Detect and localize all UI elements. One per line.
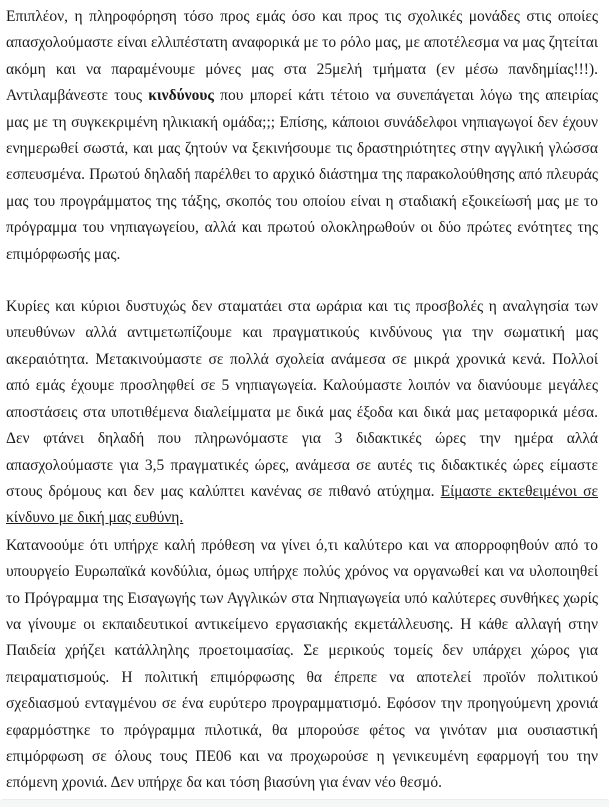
bold-text-run: κινδύνους — [148, 87, 214, 105]
page-bottom-edge — [0, 799, 609, 807]
paragraph — [6, 4, 598, 268]
text-run: Κυρίες και κύριοι δυστυχώς δεν σταματάει στα ωράρια και τις προσβολές η αναλγησία των υπευθύνων αλλά αντιμετωπίζουμε και πραγματικούς κινδύνους για την σωματική μας ακεραιότητα. Μετακινούμαστε σε πολλά σχολεία ανάμεσα σε μικρά χρονικά κενά. Πολλοί από εμάς έχουμε προσληφθεί σε 5 νηπιαγωγεία. Καλούμαστε λοιπόν να διανύουμε μεγάλες αποστάσεις στα υποτιθέμενα διαλείμματα με δικά μας έξοδα και δικά μας μεταφορικά μέσα. Δεν φτάνει δηλαδή που πληρωνόμαστε για 3 διδακτικές ώρες την ημέρα αλλά απασχολούμαστε για 3,5 πραγματικές ώρες, ανάμεσα σε αυτές τις διδακτικές ώρες είμαστε στους δρόμους και δεν μας καλύπτει κανένας σε πιθανό ατύχημα. — [6, 298, 598, 500]
text-run: Κατανοούμε ότι υπήρχε καλή πρόθεση να γίνει ό,τι καλύτερο και να απορροφηθούν από το υπουργείο Ευρωπαϊκά κονδύλια, όμως υπήρχε πολύς χρόνος να οργανωθεί και να υλοποιηθεί το Πρόγραμμα της Εισαγωγής των Αγγλικών στα Νηπιαγωγεία υπό καλύτερες συνθήκες χωρίς να γίνουμε οι εκπαιδευτικοί αντικείμενο εργασιακής εκμετάλλευσης. Η κάθε αλλαγή στην Παιδεία χρήζει κατάλληλης προετοιμασίας. Σε μερικούς τομείς δεν υπάρχει χώρος για πειραματισμούς. Η πολιτική επιμόρφωσης θα έπρεπε να αποτελεί προϊόν πολιτικού σχεδιασμού ενταγμένου σε ένα ευρύτερο προγραμματισμό. Εφόσον την προηγούμενη χρονιά εφαρμόστηκε το πρόγραμμα πιλοτικά, θα μπορούσε φέτος να γινόταν μια ουσιαστική επιμόρφωση σε όλους τους ΠΕ06 και να προχωρούσε η γενικευμένη εφαρμογή του την επόμενη χρονιά. Δεν υπήρχε δα και τόση βιασύνη για έναν νέο θεσμό. — [6, 536, 598, 792]
underlined-text-run: Είμαστε εκτεθειμένοι σε κίνδυνο με δική μας ευθύνη. — [6, 482, 598, 527]
paragraph — [6, 294, 598, 532]
text-run: Επιπλέον, η πληροφόρηση τόσο προς εμάς όσο και προς τις σχολικές μονάδες στις οποίες απασχολούμαστε είναι ελλιπέστατη αναφορικά με το ρόλο μας, με αποτέλεσμα να μας ζητείται ακόμη και να παραμένουμε μόνες μας στα 25μελή τμήματα (εν μέσω πανδημίας!!!). Αντιλαμβάνεστε τους — [6, 8, 598, 105]
text-run: που μπορεί κάτι τέτοιο να συνεπάγεται λόγω της απειρίας μας με τη συγκεκριμένη ηλικιακή ομάδα;;; Επίσης, κάποιοι συνάδελφοι νηπιαγωγοί δεν έχουν ενημερωθεί σωστά, και μας ζητούν να ξεκινήσουμε τις δραστηριότητες στην αγγλική γλώσσα εσπευσμένα. Πρωτού δηλαδή παρέλθει το αρχικό διάστημα της παρακολούθησης από πλευράς μας του προγράμματος της τάξης, σκοπός του οποίου είναι η σταδιακή εξοικείωσή μας με το πρόγραμμα του νηπιαγωγείου, αλλά και πρωτού ολοκληρωθούν οι δύο πρώτες ενότητες της επιμόρφωσής μας. — [6, 87, 598, 263]
paragraph — [6, 533, 598, 797]
